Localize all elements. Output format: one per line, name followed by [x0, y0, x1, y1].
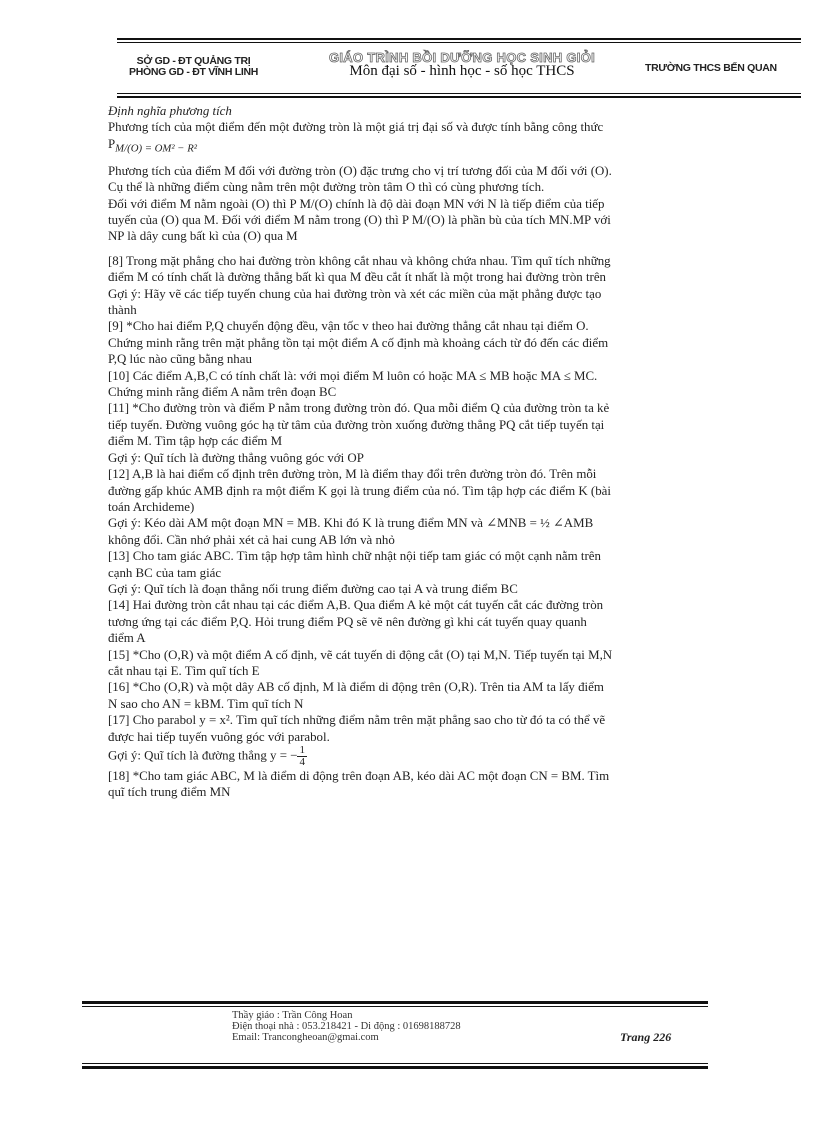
problem-17: [17] Cho parabol y = x². Tìm quĩ tích những điểm nằm trên mặt phẳng sao cho từ đó ta có thể vẽ được hai tiếp tuyến vuông góc với parabol. [108, 713, 606, 744]
header-left-line1: SỞ GD - ĐT QUẢNG TRỊ [136, 55, 251, 67]
fraction-numerator: 1 [299, 744, 305, 757]
fraction-denominator: 4 [299, 756, 305, 769]
footer-teacher: Thầy giáo : Trần Công Hoan [232, 1010, 353, 1021]
problem-12: [12] A,B là hai điểm cố định trên đường tròn, M là điểm thay đổi trên đường tròn đó. Trên mỗi đường gấp khúc AMB định ra một điểm K gọi là trung điểm của nó. Tìm tập hợp các điểm K (bài toán Archideme) [108, 467, 611, 514]
header-top-rule-thin [117, 42, 801, 43]
paragraph-definition [108, 119, 613, 156]
hint-12: Gợi ý: Kéo dài AM một đoạn MN = MB. Khi đó K là trung điểm MN và ∠MNB = ½ ∠AMB không đổi. Cần nhớ phải xét cả hai cung AB lớn và nhỏ [108, 516, 594, 547]
header-bottom-rule-thick [117, 96, 801, 98]
definition-text: Phương tích của một điểm đến một đường tròn là một giá trị đại số và được tính bằng công thức P [108, 120, 604, 151]
header-center-subtitle: Môn đại số - hình học - số học THCS [349, 63, 575, 79]
header-bottom-rule-thin [117, 93, 801, 94]
page-footer [232, 1010, 461, 1043]
footer-bottom-rule-thin [82, 1063, 708, 1064]
section-title: Định nghĩa phương tích [108, 104, 232, 118]
footer-bottom-rule-thick [82, 1066, 708, 1069]
hint-17-text: Gợi ý: Quĩ tích là đường thẳng y = − [108, 748, 298, 763]
paragraph-position: Phương tích của điểm M đối với đường tròn (O) đặc trưng cho vị trí tương đối của M đối với (O). Cụ thể là những điểm cùng nằm trên một đường tròn tâm O thì có cùng phương tích. [108, 163, 612, 195]
header-left-line2: PHÒNG GD - ĐT VĨNH LINH [129, 66, 259, 78]
footer-email: Email: Trancongheoan@gmai.com [232, 1032, 379, 1043]
problem-18: [18] *Cho tam giác ABC, M là điểm di động trên đoạn AB, kéo dài AC một đoạn CN = BM. Tìm quĩ tích trung điểm MN [108, 769, 610, 800]
header-top-rule-thick [117, 38, 801, 40]
header-left [129, 56, 258, 78]
page-header [117, 46, 801, 90]
page-number: Trang 226 [620, 1030, 672, 1044]
paragraph-tangent: Đối với điểm M nằm ngoài (O) thì P M/(O) chính là độ dài đoạn MN với N là tiếp điểm của tiếp tuyến của (O) qua M. Đối với điểm M nằm trong (O) thì P M/(O) là phần bù của tích MN.MP với NP là dây cung bất kì của (O) qua M [108, 196, 611, 244]
header-right: TRƯỜNG THCS BẾN QUAN [645, 62, 777, 74]
hint-8: Gợi ý: Hãy vẽ các tiếp tuyến chung của hai đường tròn và xét các miền của mặt phẳng được tạo thành [108, 286, 602, 318]
header-center-title: GIÁO TRÌNH BỒI DƯỠNG HỌC SINH GIỎI [328, 50, 596, 65]
problem-16: [16] *Cho (O,R) và một dây AB cố định, M là điểm di động trên (O,R). Trên tia AM ta lấy điểm N sao cho AN = kBM. Tìm quĩ tích N [108, 680, 604, 711]
footer-phone: Điện thoại nhà : 053.218421 - Di động : 01698188728 [232, 1021, 461, 1032]
problem-13: [13] Cho tam giác ABC. Tìm tập hợp tâm hình chữ nhật nội tiếp tam giác có một cạnh nằm trên cạnh BC của tam giác [108, 549, 601, 580]
hint-11: Gợi ý: Quĩ tích là đường thẳng vuông góc với OP [108, 450, 364, 465]
problem-14: [14] Hai đường tròn cắt nhau tại các điểm A,B. Qua điểm A kẻ một cát tuyến cắt các đường tròn tương ứng tại các điểm P,Q. Hỏi trung điểm PQ sẽ vẽ nên đường gì khi cát tuyến quay quanh điểm A [108, 598, 604, 646]
hint-13: Gợi ý: Quĩ tích là đoạn thẳng nối trung điểm đường cao tại A và trung điểm BC [108, 581, 518, 596]
problem-8: [8] Trong mặt phẳng cho hai đường tròn không cắt nhau và không chứa nhau. Tìm quĩ tích những điểm M có tính chất là đường thẳng bất kì qua M đều cắt ít nhất là một trong hai đường tròn trên [108, 253, 611, 285]
problem-11: [11] *Cho đường tròn và điểm P nằm trong đường tròn đó. Qua mỗi điểm Q của đường tròn ta kẻ tiếp tuyến. Đường vuông góc hạ từ tâm của đường tròn xuống đường thẳng PQ cắt tiếp tuyến tại điểm M. Tìm tập hợp các điểm M [108, 401, 610, 449]
definition-formula: M/(O) = OM² − R² [115, 142, 198, 155]
footer-top-rule-thin [82, 1006, 708, 1007]
problem-9: [9] *Cho hai điểm P,Q chuyển động đều, vận tốc v theo hai đường thẳng cắt nhau tại điểm O. Chứng minh rằng trên mặt phẳng tồn tại một điểm A cố định mà khoảng cách từ đó đến các điểm P,Q lúc nào cũng bằng nhau [108, 319, 609, 367]
hint-17 [108, 745, 613, 768]
fraction-one-quarter [297, 745, 307, 768]
header-center [297, 50, 627, 80]
document-body [108, 103, 613, 801]
footer-top-rule-thick [82, 1001, 708, 1004]
problem-15: [15] *Cho (O,R) và một điểm A cố định, vẽ cát tuyến di động cắt (O) tại M,N. Tiếp tuyến tại M,N cắt nhau tại E. Tìm quĩ tích E [108, 647, 613, 678]
problem-10: [10] Các điểm A,B,C có tính chất là: với mọi điểm M luôn có hoặc MA ≤ MB hoặc MA ≤ MC. Chứng minh rằng điểm A nằm trên đoạn BC [108, 368, 598, 400]
